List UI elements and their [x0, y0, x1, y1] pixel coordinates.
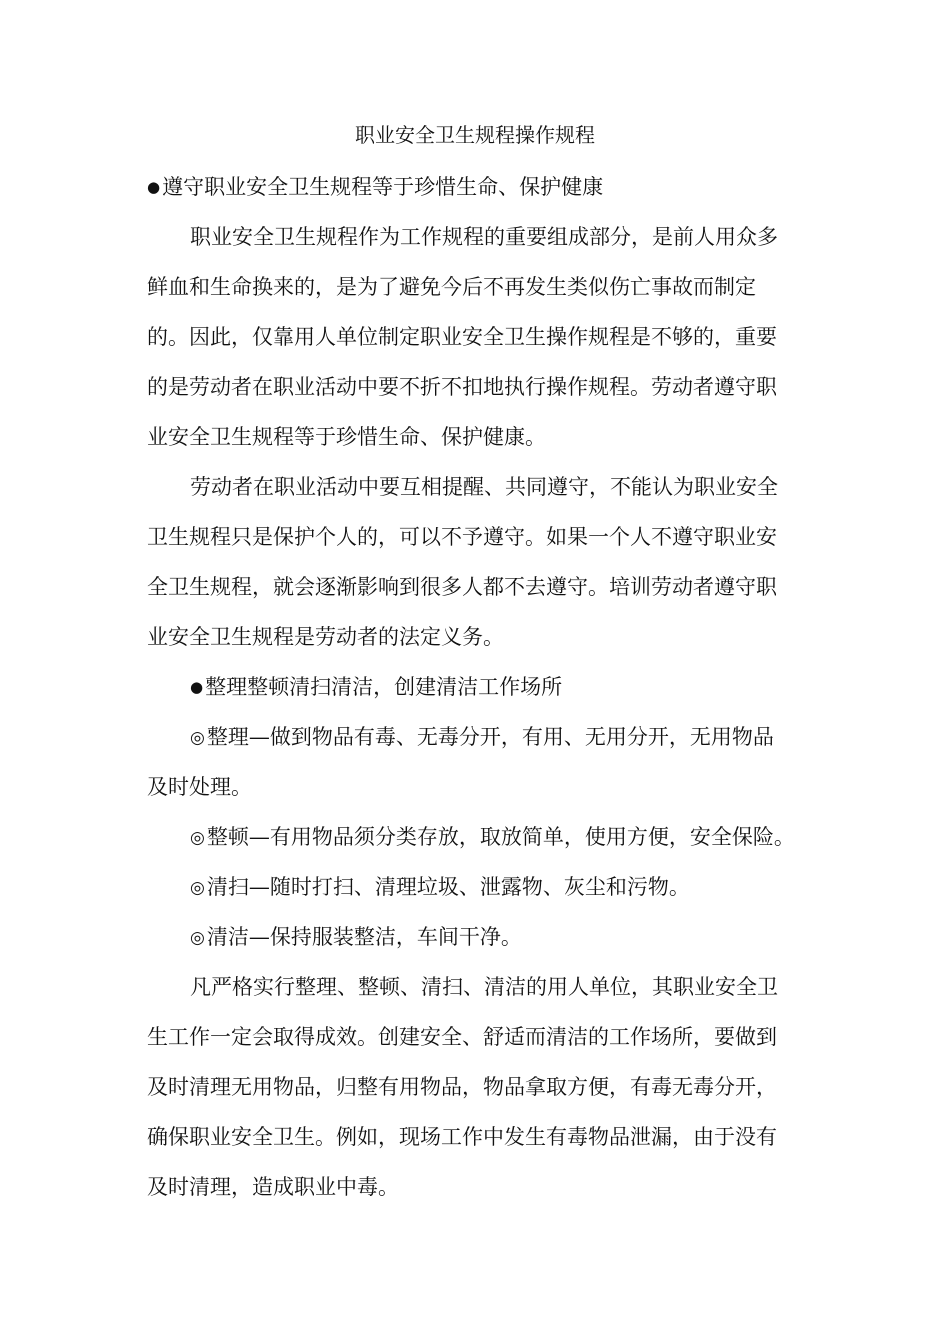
double-circle-icon: ◎ [190, 878, 205, 898]
list-item-rectify [190, 823, 950, 852]
section-heading-1 [147, 173, 950, 201]
list-item-text: 清扫—随时打扫、清理垃圾、泄露物、灰尘和污物。 [206, 875, 690, 899]
section-heading-1-text: 遵守职业安全卫生规程等于珍惜生命、保护健康 [162, 175, 604, 199]
paragraph-line: 的是劳动者在职业活动中要不折不扣地执行操作规程。劳动者遵守职 [147, 375, 777, 399]
section-heading-2 [190, 673, 950, 701]
paragraph-line: 全卫生规程，就会逐渐影响到很多人都不去遵守。培训劳动者遵守职 [147, 575, 777, 599]
double-circle-icon: ◎ [190, 928, 205, 948]
page-title: 职业安全卫生规程操作规程 [355, 123, 595, 147]
section-heading-2-text: 整理整顿清扫清洁，创建清洁工作场所 [205, 675, 563, 699]
paragraph-line: 及时清理，造成职业中毒。 [147, 1175, 399, 1199]
paragraph-line: 确保职业安全卫生。例如，现场工作中发生有毒物品泄漏，由于没有 [147, 1125, 777, 1149]
double-circle-icon: ◎ [190, 728, 205, 748]
paragraph-line: 生工作一定会取得成效。创建安全、舒适而清洁的工作场所，要做到 [147, 1025, 777, 1049]
paragraph-line: 及时清理无用物品，归整有用物品，物品拿取方便，有毒无毒分开， [147, 1075, 777, 1099]
bullet-icon: ● [147, 178, 161, 196]
paragraph-line: 凡严格实行整理、整顿、清扫、清洁的用人单位，其职业安全卫 [190, 975, 778, 999]
double-circle-icon: ◎ [190, 828, 205, 848]
list-item-text: 清洁—保持服装整洁，车间干净。 [206, 925, 522, 949]
paragraph-line: 鲜血和生命换来的，是为了避免今后不再发生类似伤亡事故而制定 [147, 275, 756, 299]
list-item-line [190, 723, 950, 752]
list-item-text: 整顿—有用物品须分类存放，取放简单，使用方便，安全保险。 [206, 825, 795, 849]
list-item-line: 及时处理。 [147, 775, 252, 799]
list-item-sweep [190, 873, 950, 902]
paragraph-line: 劳动者在职业活动中要互相提醒、共同遵守，不能认为职业安全 [190, 475, 778, 499]
paragraph-line: 的。因此，仅靠用人单位制定职业安全卫生操作规程是不够的，重要 [147, 325, 777, 349]
list-item-clean [190, 923, 950, 952]
list-item-text: 整理—做到物品有毒、无毒分开，有用、无用分开，无用物品 [206, 725, 774, 749]
bullet-icon: ● [190, 678, 204, 696]
paragraph-line: 业安全卫生规程是劳动者的法定义务。 [147, 625, 504, 649]
paragraph-line: 业安全卫生规程等于珍惜生命、保护健康。 [147, 425, 546, 449]
paragraph-line: 职业安全卫生规程作为工作规程的重要组成部分，是前人用众多 [190, 225, 778, 249]
paragraph-line: 卫生规程只是保护个人的，可以不予遵守。如果一个人不遵守职业安 [147, 525, 777, 549]
